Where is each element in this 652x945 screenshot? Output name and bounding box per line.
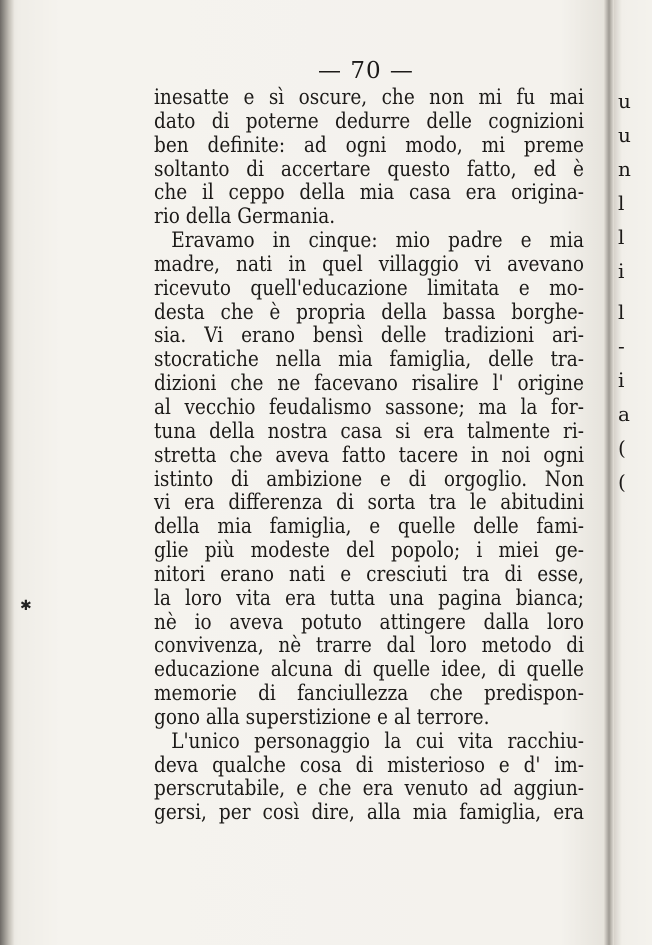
text-line: ben definite: ad ogni modo, mi preme <box>154 132 584 158</box>
facing-page-letter: a <box>618 402 630 426</box>
text-line: nitori erano nati e cresciuti tra di esse, <box>154 561 584 587</box>
facing-page-fragments <box>618 86 652 501</box>
text-line: gersi, per così dire, alla mia famiglia, era <box>154 800 584 826</box>
text-line: stocratiche nella mia famiglia, delle tra- <box>154 347 584 373</box>
facing-page-letter: l <box>618 191 625 215</box>
text-line: rio della Germania. <box>154 204 336 230</box>
text-line: desta che è propria della bassa borghe- <box>154 299 584 325</box>
facing-page-letter: ( <box>618 470 626 494</box>
text-line: deva qualche cosa di misterioso e d' im- <box>154 752 584 778</box>
text-line: tuna della nostra casa si era talmente ri- <box>154 418 584 444</box>
facing-page-letter: u <box>618 89 631 113</box>
text-line: educazione alcuna di quelle idee, di quelle <box>154 657 584 683</box>
text-line: memorie di fanciullezza che predispon- <box>154 681 584 707</box>
text-line: convivenza, nè trarre dal loro metodo di <box>154 633 584 659</box>
text-line: istinto di ambizione e di orgoglio. Non <box>154 466 584 492</box>
facing-page-letter: l <box>618 300 625 324</box>
text-line: vi era differenza di sorta tra le abitudini <box>154 490 584 516</box>
text-line: gono alla superstizione e al terrore. <box>154 704 490 730</box>
text-line: soltanto di accertare questo fatto, ed è <box>154 156 584 182</box>
facing-page-letter: i <box>618 259 625 283</box>
ink-speck: ✱ <box>20 598 32 614</box>
text-line: al vecchio feudalismo sassone; ma la for- <box>154 394 584 420</box>
book-gutter <box>604 0 614 945</box>
text-line: dato di poterne dedurre delle cognizioni <box>154 108 584 134</box>
facing-page-letter: i <box>618 368 625 392</box>
text-line: ricevuto quell'educazione limitata e mo- <box>154 275 584 301</box>
text-line: glie più modeste del popolo; i miei ge- <box>154 538 584 564</box>
text-line: stretta che aveva fatto tacere in noi ogni <box>154 442 584 468</box>
text-line: madre, nati in quel villaggio vi avevano <box>154 251 584 277</box>
text-line: nè io aveva potuto attingere dalla loro <box>154 609 584 635</box>
page-binding-edge <box>0 0 14 945</box>
text-line: Eravamo in cinque: mio padre e mia <box>171 228 584 254</box>
facing-page-letter: ( <box>618 436 626 460</box>
facing-page-letter: n <box>618 157 631 181</box>
page-number: — 70 — <box>318 58 414 84</box>
facing-page-letter: l <box>618 225 625 249</box>
facing-page-letter: - <box>618 334 625 358</box>
facing-page-letter: u <box>618 123 631 147</box>
text-line: dizioni che ne facevano risalire l' origine <box>154 371 584 397</box>
body-text <box>154 86 584 825</box>
text-line: perscrutabile, e che era venuto ad aggiun- <box>154 776 584 802</box>
text-line: inesatte e sì oscure, che non mi fu mai <box>154 85 584 110</box>
text-line: che il ceppo della mia casa era origina- <box>154 180 584 206</box>
text-line: L'unico personaggio la cui vita racchiu- <box>171 728 584 754</box>
text-line: sia. Vi erano bensì delle tradizioni ari- <box>154 323 584 349</box>
text-line: della mia famiglia, e quelle delle fami- <box>154 514 584 540</box>
text-line: la loro vita era tutta una pagina bianca; <box>154 585 584 611</box>
